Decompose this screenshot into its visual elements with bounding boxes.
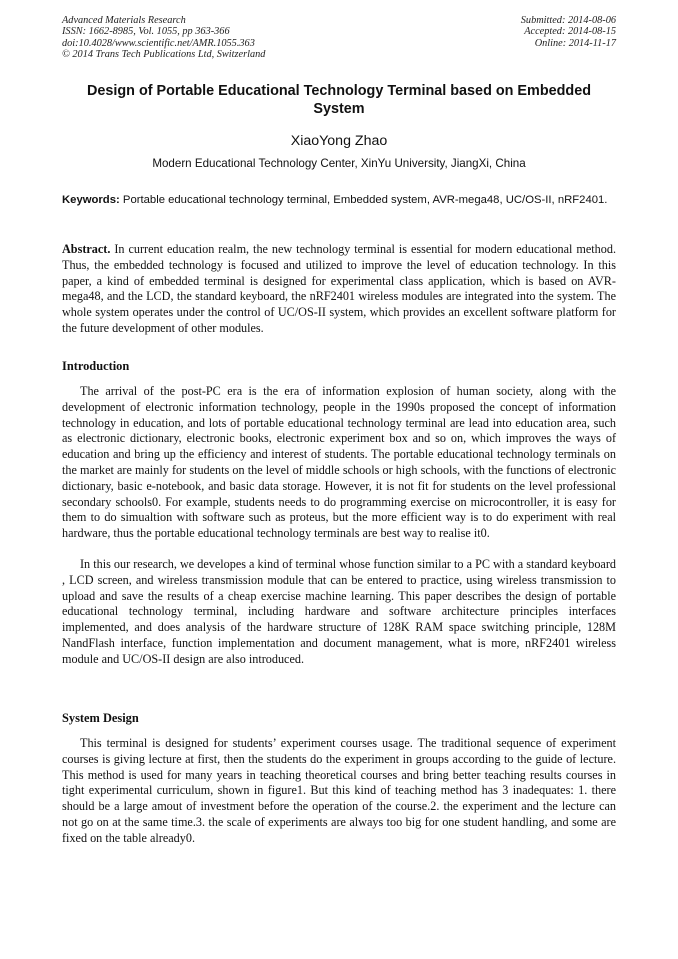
publication-dates	[521, 15, 616, 49]
keywords-label: Keywords:	[62, 194, 120, 206]
author-name: XiaoYong Zhao	[290, 133, 388, 149]
keywords-text: Portable educational technology terminal, Embedded system, AVR-mega48, UC/OS-II, nRF2401.	[119, 194, 608, 206]
journal-name: Advanced Materials Research	[62, 15, 186, 26]
introduction-heading: Introduction	[62, 359, 130, 373]
online-date: Online: 2014-11-17	[534, 37, 616, 49]
system-design-heading: System Design	[62, 711, 139, 725]
abstract-text: In current education realm, the new technology terminal is essential for modern educational method. Thus, the embedded technology is focused and utilized to improve the level of education technology. In this paper, a kind of embedded terminal is designed for experimental class application, which is based on AVR-mega48, and the LCD, the standard keyboard, the nRF2401 wireless modules are integrated into the system. The whole system operates under the control of UC/OS-II system, which provides an excellent software platform for the future development of other modules.	[62, 242, 616, 335]
accepted-date: Accepted: 2014-08-15	[524, 26, 616, 38]
system-design-paragraph-1: This terminal is designed for students’ experiment courses usage. The traditional sequence of experiment courses is giving lecture at first, then the students do the experiment in groups according to the guide of lecture. This method is used for many years in teaching theoretical courses and bring better teaching results courses in tight experimental curriculum, shown in figure1. But this kind of teaching method has 3 inadequates: 1. there should be a large amout of investment before the operation of the course.2. the experiment and the lecture can not go on at the same time.3. the scale of experiments are always too big for one student handling, and some are fixed on the table already0.	[62, 736, 616, 845]
author-affiliation: Modern Educational Technology Center, XinYu University, JiangXi, China	[152, 157, 526, 170]
keywords	[62, 193, 616, 208]
journal-doi: doi:10.4028/www.scientific.net/AMR.1055.363	[62, 37, 255, 49]
submitted-date: Submitted: 2014-08-06	[520, 15, 616, 26]
journal-info	[62, 15, 265, 60]
paper-title: Design of Portable Educational Technology Terminal based on Embedded System	[86, 83, 591, 117]
introduction-paragraph-2: In this our research, we developes a kind of terminal whose function similar to a PC with a standard keyboard , LCD screen, and wireless transmission module that can be entered to practice, using wireless transmission to upload and save the results of a cheap exercise machine learning. This paper describes the design of portable educational technology terminal, including hardware and software architecture principles interfaces implemented, and does analysis of the hardware structure of 128K RAM space switching principle, 128M NandFlash interface, function implementation and document management, what is more, nRF2401 wireless module and UC/OS-II design are also introduced.	[62, 557, 616, 666]
abstract	[62, 242, 616, 337]
introduction-paragraph-1: The arrival of the post-PC era is the era of information explosion of human society, along with the development of electronic information technology, people in the 1990s proposed the concept of information technology in education, and lots of portable educational technology terminal are lead into education area, such as electronic dictionary, electronic books, electronic experiment box and so on, which improves the ways of education and bring up the efficiency and interest of students. The portable educational technology terminals on the market are mainly for students on the level of middle schools or high schools, with the functions of electronic dictionary, basic e-notebook, and basic data storage. However, it is not fit for students on the level professional secondary schools0. For example, students needs to do programming exercise on microcontroller, it is easy for them to do simualtion with software such as proteus, but the more efficient way is to do experiment with real hardware, thus the portable educational technology terminals are best way to realise it0.	[62, 384, 616, 541]
abstract-label: Abstract.	[62, 242, 111, 256]
journal-copyright: © 2014 Trans Tech Publications Ltd, Switzerland	[62, 48, 266, 60]
journal-issn: ISSN: 1662-8985, Vol. 1055, pp 363-366	[62, 26, 230, 38]
